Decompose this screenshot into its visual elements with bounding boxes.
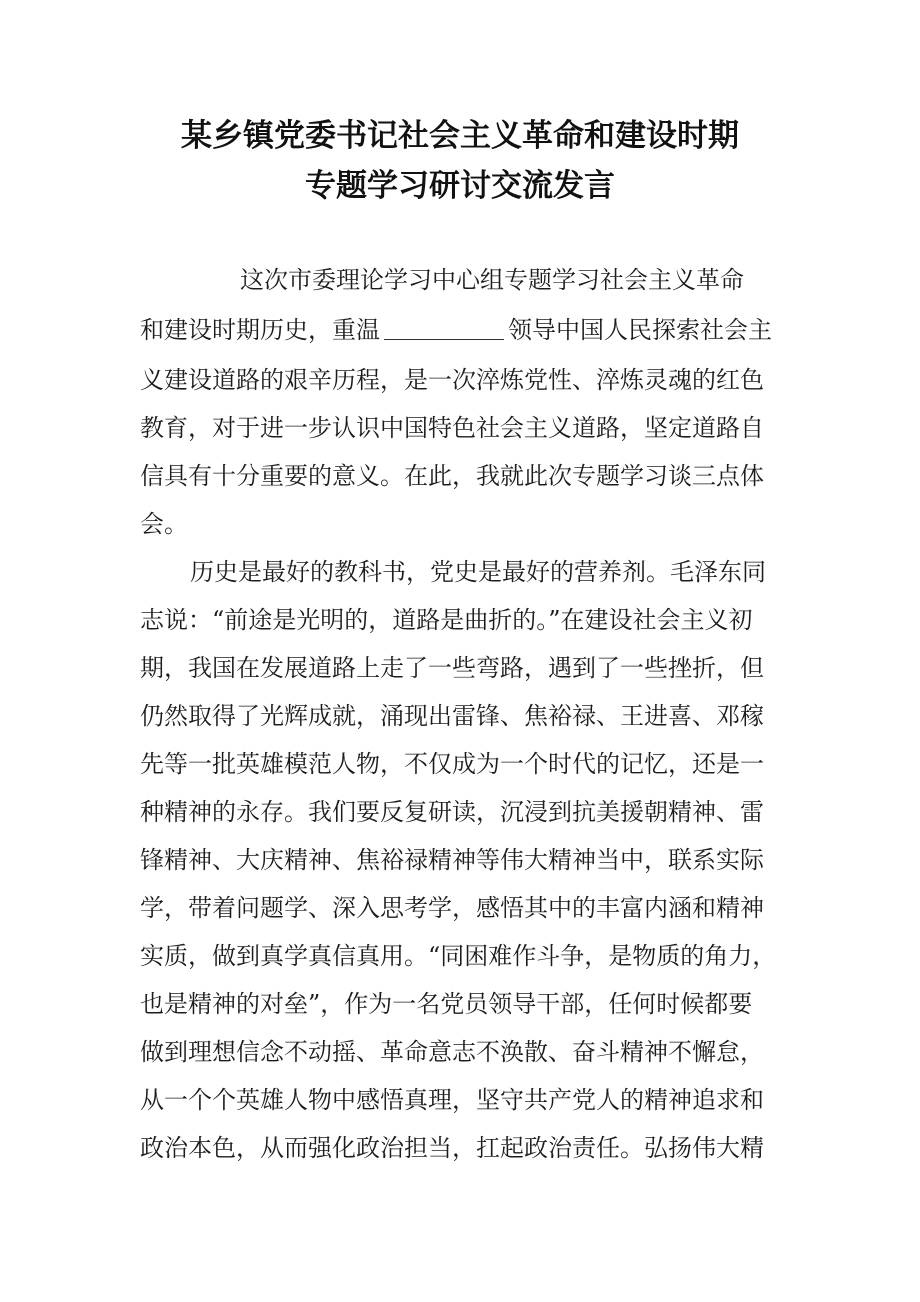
document-title-line-2: 专题学习研讨交流发言 xyxy=(305,168,615,204)
paragraph-2-line-9: 实质，做到真学真信真用。“同困难作斗争，是物质的角力， xyxy=(140,942,777,970)
paragraph-2-line-6: 种精神的永存。我们要反复研读，沉浸到抗美援朝精神、雷 xyxy=(140,798,764,826)
paragraph-2-line-8: 学，带着问题学、深入思考学，感悟其中的丰富内涵和精神 xyxy=(140,894,764,922)
paragraph-2-line-1: 历史是最好的教科书，党史是最好的营养剂。毛泽东同 xyxy=(190,558,766,586)
paragraph-1-line-4: 教育，对于进一步认识中国特色社会主义道路，坚定道路自 xyxy=(140,414,764,442)
paragraph-1-line-2-end: 领导中国人民探索社会主 xyxy=(508,316,772,344)
document-title-line-1: 某乡镇党委书记社会主义革命和建设时期 xyxy=(181,118,739,154)
paragraph-1-line-2 xyxy=(140,306,772,354)
paragraph-2-line-11: 做到理想信念不动摇、革命意志不涣散、奋斗精神不懈怠， xyxy=(140,1038,764,1066)
paragraph-1-line-5: 信具有十分重要的意义。在此，我就此次专题学习谈三点体 xyxy=(140,462,764,490)
paragraph-1-line-2-start: 和建设时期历史，重温 xyxy=(140,316,380,344)
fill-in-blank xyxy=(384,311,504,340)
paragraph-2-line-3: 期，我国在发展道路上走了一些弯路，遇到了一些挫折，但 xyxy=(140,654,764,682)
paragraph-2-line-10: 也是精神的对垒”，作为一名党员领导干部，任何时候都要 xyxy=(140,990,753,1018)
paragraph-2-line-5: 先等一批英雄模范人物，不仅成为一个时代的记忆，还是一 xyxy=(140,750,764,778)
paragraph-2-line-12: 从一个个英雄人物中感悟真理，坚守共产党人的精神追求和 xyxy=(140,1086,764,1114)
paragraph-2-line-2: 志说：“前途是光明的，道路是曲折的。”在建设社会主义初 xyxy=(140,606,753,634)
paragraph-2-line-4: 仍然取得了光辉成就，涌现出雷锋、焦裕禄、王进喜、邓稼 xyxy=(140,702,764,730)
paragraph-1-line-3: 义建设道路的艰辛历程，是一次淬炼党性、淬炼灵魂的红色 xyxy=(140,366,764,394)
paragraph-1-line-1: 这次市委理论学习中心组专题学习社会主义革命 xyxy=(240,266,744,294)
paragraph-2-line-13: 政治本色，从而强化政治担当，扛起政治责任。弘扬伟大精 xyxy=(140,1134,764,1162)
paragraph-2-line-7: 锋精神、大庆精神、焦裕禄精神等伟大精神当中，联系实际 xyxy=(140,846,764,874)
paragraph-1-line-6: 会。 xyxy=(140,510,188,538)
